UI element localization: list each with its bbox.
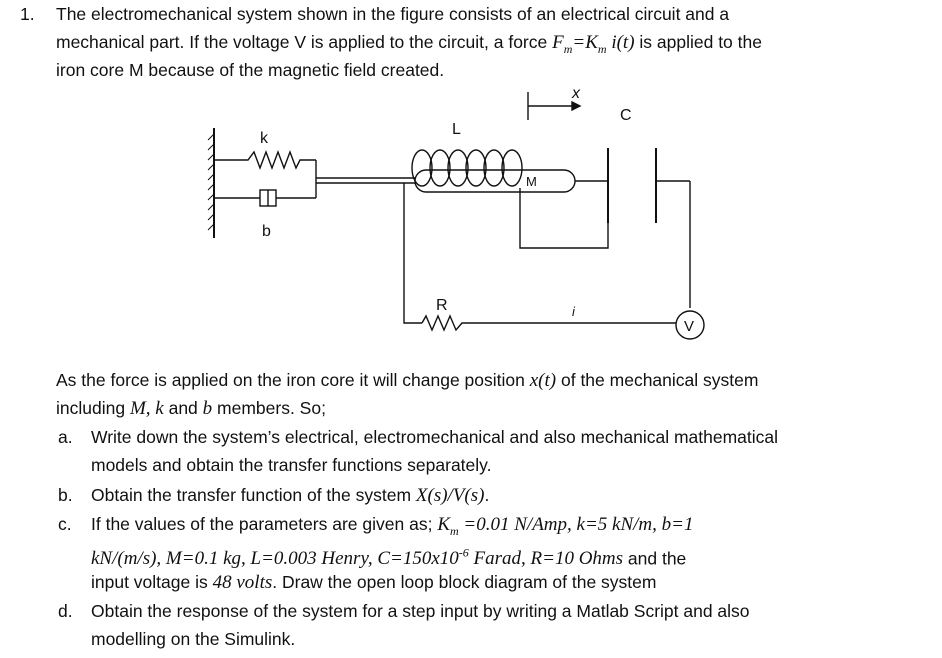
item-b-line-1: Obtain the transfer function of the system X(s)/V(s). — [91, 485, 490, 506]
after-line-2: including M, k and b members. So; — [56, 398, 326, 419]
intro-line-3: iron core M because of the magnetic field created. — [56, 60, 445, 80]
resistor-R — [422, 316, 620, 330]
electromechanical-figure — [200, 88, 720, 350]
item-d-label: d. — [58, 601, 73, 621]
item-c-line-1: If the values of the parameters are given as; $K_m =0.01$ N/Amp, k=5 kN/m, b=1 — [91, 514, 694, 538]
label-b: b — [262, 223, 271, 240]
item-c-line-3: input voltage is 48 volts. Draw the open loop block diagram of the system — [91, 572, 657, 593]
label-L: L — [452, 121, 461, 138]
problem-number: 1. — [20, 4, 35, 24]
item-c-label: c. — [58, 514, 72, 534]
force-symbol: $F_m=K_m$ i(t) — [552, 32, 635, 56]
after-line-1: As the force is applied on the iron core it will change position x(t) of the mechanical system — [56, 370, 759, 391]
item-a-line-2: models and obtain the transfer functions separately. — [91, 455, 492, 475]
label-V: V — [684, 318, 695, 335]
label-R: R — [436, 297, 448, 314]
label-C: C — [620, 107, 632, 124]
label-M: M — [526, 174, 537, 189]
label-x: x — [572, 88, 580, 102]
item-b-label: b. — [58, 485, 73, 505]
label-i: i — [572, 304, 575, 319]
item-d-line-1: Obtain the response of the system for a step input by writing a Matlab Script and also — [91, 601, 750, 621]
item-a-line-1: Write down the system’s electrical, electromechanical and also mechanical mathematical — [91, 427, 779, 447]
intro-line-2 — [56, 30, 762, 61]
spring-k — [214, 152, 316, 168]
intro-line-1: The electromechanical system shown in the figure consists of an electrical circuit and a — [56, 4, 730, 24]
label-k: k — [260, 130, 268, 147]
item-c-line-2: kN/(m/s), M=0.1 kg, L=0.003 Henry, $C=150x10^{-6}$ Farad, R=10 Ohms and the — [91, 546, 687, 570]
intro-text: mechanical part. If the voltage V is applied to the circuit, a force — [56, 32, 553, 52]
coil-L — [412, 150, 522, 186]
item-a-label: a. — [58, 427, 73, 447]
item-d-line-2: modelling on the Simulink. — [91, 629, 296, 649]
intro-text-end: is applied to the — [634, 32, 762, 52]
iron-core — [415, 170, 575, 192]
